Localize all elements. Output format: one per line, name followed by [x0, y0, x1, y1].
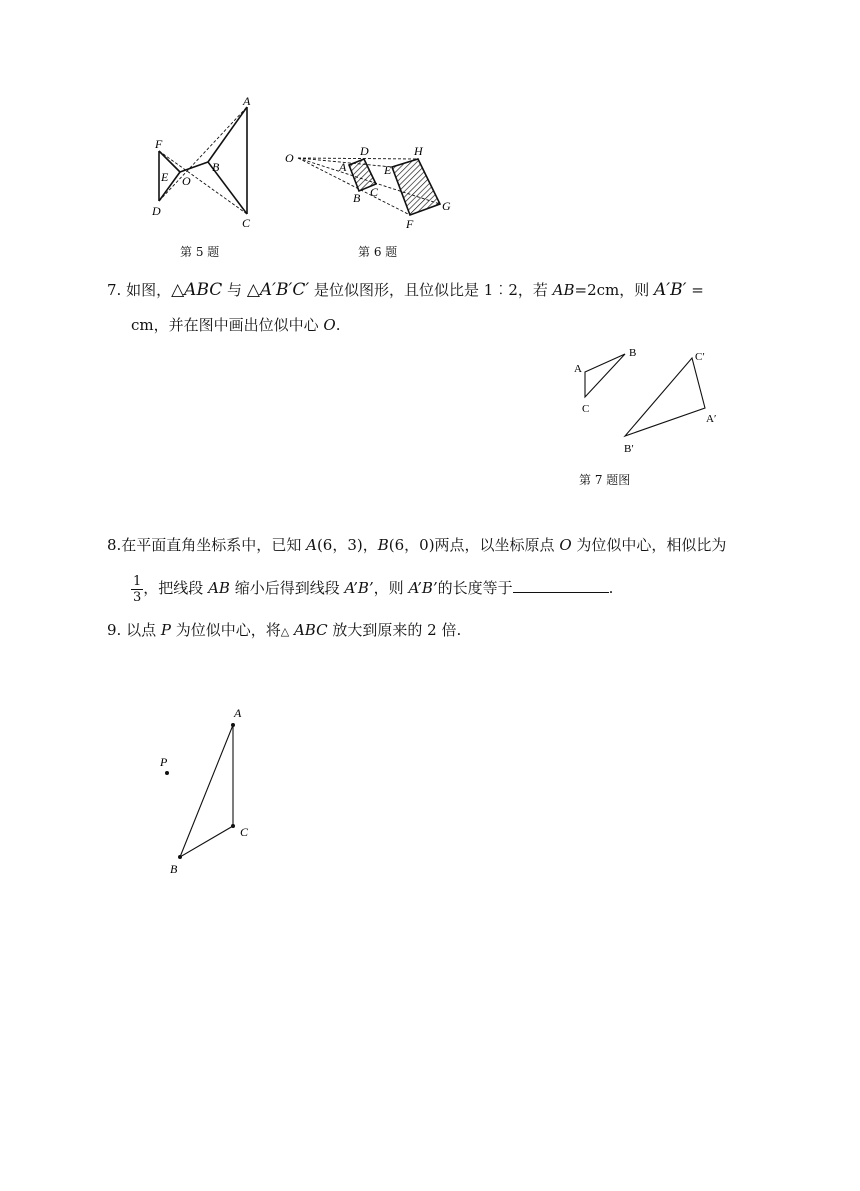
fig5-label-B: B	[212, 160, 220, 174]
triangle-abc: △ABC	[171, 280, 223, 300]
question-8-line-1: 8.在平面直角坐标系中，已知 A(6，3)，B(6，0)两点，以坐标原点 O 为位似中心，相似比为	[107, 536, 727, 554]
figure-7-caption: 第 7 题图	[579, 473, 631, 487]
fig9-label-A: A	[234, 706, 242, 720]
figure-7-diagram	[565, 340, 735, 460]
fig7-label-A: A	[574, 363, 582, 375]
figure-6-diagram	[280, 140, 460, 230]
fig6-label-F: F	[406, 217, 414, 230]
fig6-label-C: C	[370, 185, 379, 199]
fig6-label-E: E	[384, 163, 392, 177]
fig7-label-B: B	[629, 347, 637, 359]
triangle-a-prime-b-prime-c-prime: △A′B′C′	[246, 280, 310, 300]
fig5-label-A: A	[243, 94, 251, 108]
question-9-line: 9. 以点 P 为位似中心，将△ ABC 放大到原来的 2 倍.	[107, 621, 462, 639]
fig6-label-G: G	[442, 199, 451, 213]
figure-5-diagram	[140, 90, 270, 230]
figure-6-caption: 第 6 题	[358, 245, 398, 259]
fig7-label-B-prime: B′	[624, 443, 634, 455]
fig6-label-A: A	[339, 160, 347, 174]
fig7-label-A-prime: A′	[706, 413, 717, 425]
fig9-label-B: B	[170, 862, 178, 876]
question-7-line-2: cm，并在图中画出位似中心 O.	[131, 316, 341, 334]
fig5-label-D: D	[152, 204, 161, 218]
fig6-label-D: D	[360, 144, 369, 158]
fig5-label-C: C	[242, 216, 251, 230]
fig6-label-O: O	[285, 151, 294, 165]
fig6-label-H: H	[414, 144, 423, 158]
fig9-label-C: C	[240, 825, 249, 839]
fig5-label-O: O	[182, 174, 191, 188]
fig5-label-F: F	[155, 137, 163, 151]
question-8-line-2: $\frac{1}{3}$ ，把线段 AB 缩小后得到线段 A’B’，则 A’B’的长度等于 .	[133, 573, 614, 605]
figure-5-caption: 第 5 题	[180, 245, 220, 259]
answer-blank[interactable]	[513, 578, 609, 593]
fig7-label-C-prime: C′	[695, 351, 705, 363]
fig5-label-E: E	[161, 170, 169, 184]
figure-9-diagram	[150, 700, 260, 885]
fig7-label-C: C	[582, 403, 590, 415]
fig6-label-B: B	[353, 191, 361, 205]
question-7-line-1: 7. 如图，△ABC 与 △A′B′C′ 是位似图形，且位似比是 1︰2，若 AB=2cm，则 A′B′ =	[107, 280, 704, 300]
fig9-label-P: P	[160, 755, 168, 769]
ratio-fraction: $\frac{1}{3}$	[133, 573, 142, 605]
